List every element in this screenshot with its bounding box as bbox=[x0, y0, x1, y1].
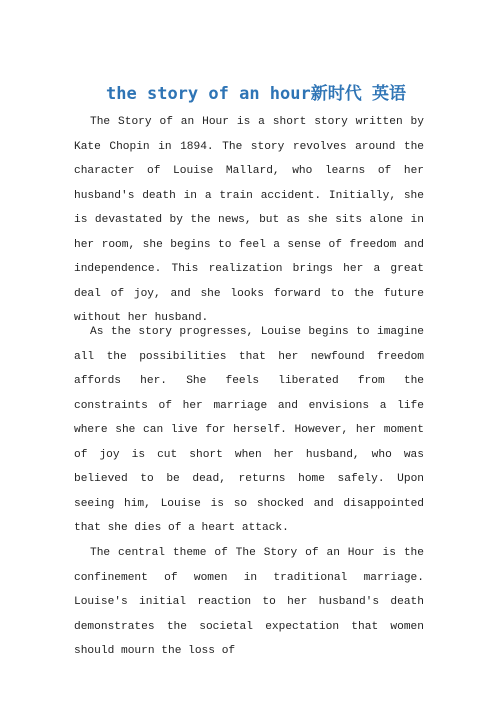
paragraph-3: The central theme of The Story of an Hour is the confinement of women in traditional marriage. Louise's initial reaction to her husband's death demonstrates the societal expectation that women should mourn the loss of bbox=[74, 547, 424, 657]
document-title: the story of an hour新时代 英语 bbox=[106, 84, 406, 104]
paragraph-2: As the story progresses, Louise begins to imagine all the possibilities that her newfound freedom affords her. She feels liberated from the constraints of her marriage and envisions a life where she can live for herself. However, her moment of joy is cut short when her husband, who was believed to be dead, returns home safely. Upon seeing him, Louise is so shocked and disappointed that she dies of a heart attack. bbox=[74, 326, 424, 534]
paragraph-1: The Story of an Hour is a short story written by Kate Chopin in 1894. The story revolves around the character of Louise Mallard, who learns of her husband's death in a train accident. Initially, she is devastated by the news, but as she sits alone in her room, she begins to feel a sense of freedom and independence. This realization brings her a great deal of joy, and she looks forward to the future without her husband. bbox=[74, 116, 424, 324]
